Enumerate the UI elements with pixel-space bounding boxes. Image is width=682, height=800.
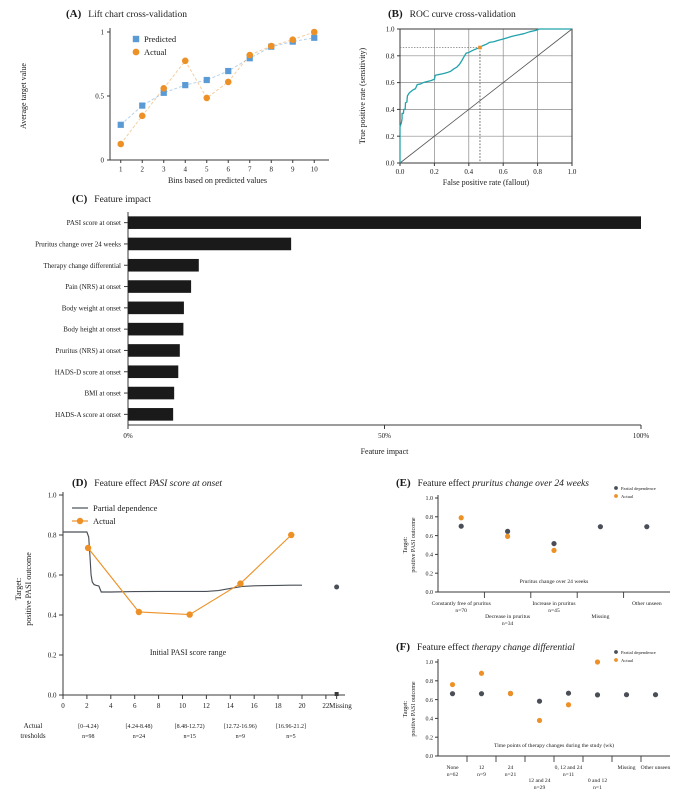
panel-b xyxy=(340,0,682,195)
panel-e-category-count: n=45 xyxy=(548,608,560,614)
panel-d-threshold-range: [16.96-21.2] xyxy=(275,724,306,730)
panel-e-legend-label: Partial dependence xyxy=(621,485,656,491)
panel-e-partial-dependence-marker xyxy=(598,524,603,529)
panel-e-y-axis-label-line2: positive PASI outcome xyxy=(411,517,417,573)
panel-e-y-tick-label: 1.0 xyxy=(425,496,433,503)
panel-b-y-tick-label: 0.0 xyxy=(385,159,395,168)
panel-c-bar xyxy=(128,323,183,336)
panel-c-category-label: Body weight at onset xyxy=(61,304,121,313)
panel-d-y-axis-label-line1: Target: xyxy=(14,577,23,601)
panel-d-y-axis-label-line2: positive PASI outcome xyxy=(24,552,33,626)
panel-c-bar xyxy=(128,387,174,400)
panel-e-category-count: n=70 xyxy=(455,608,467,614)
panel-d-actual-line xyxy=(88,535,291,615)
panel-a-legend-swatch-predicted xyxy=(133,36,139,42)
panel-d-x-tick-label: 2 xyxy=(85,702,89,710)
panel-a-y-tick-label: 0.5 xyxy=(95,92,104,101)
panel-a-y-tick-label: 0 xyxy=(100,156,104,165)
panel-c-x-axis-label: Feature impact xyxy=(360,447,409,456)
panel-d-threshold-range: [12.72-16.96) xyxy=(223,724,257,730)
panel-b-y-tick-label: 0.8 xyxy=(385,52,395,61)
panel-f-category-count: n=9 xyxy=(477,772,486,778)
panel-a-x-tick-label: 5 xyxy=(205,165,209,174)
panel-d-threshold-caption-line2: tresholds xyxy=(20,732,46,740)
panel-f-actual-marker xyxy=(537,718,542,723)
panel-f-partial-dependence-marker xyxy=(595,692,600,697)
panel-f-y-tick-label: 0.2 xyxy=(425,735,433,742)
panel-f-title-prefix: Feature effect xyxy=(417,643,472,653)
panel-f-y-axis-label-line2: positive PASI outcome xyxy=(411,681,417,737)
panel-e-legend-swatch xyxy=(614,494,618,498)
panel-f-y-tick-label: 0.6 xyxy=(425,697,433,704)
panel-f xyxy=(394,640,682,800)
panel-d-x-tick-label: 0 xyxy=(61,702,65,710)
panel-e-partial-dependence-marker xyxy=(644,524,649,529)
panel-f-y-tick-label: 0.4 xyxy=(425,716,433,723)
panel-a-actual-marker xyxy=(268,43,275,50)
panel-d-x-tick-label: 10 xyxy=(178,702,186,710)
panel-e-legend-label: Actual xyxy=(621,493,634,499)
panel-d-title xyxy=(94,479,222,489)
panel-e-actual-marker xyxy=(459,515,464,520)
panel-f-category-count: n=29 xyxy=(533,785,546,791)
panel-d-x-tick-label: 8 xyxy=(156,702,161,710)
panel-f-partial-dependence-marker xyxy=(450,691,455,696)
panel-a-x-tick-label: 1 xyxy=(119,165,123,174)
panel-f-category-label: 0, 12 and 24 xyxy=(554,765,583,771)
panel-b-x-tick-label: 0.2 xyxy=(430,168,439,176)
panel-a-x-tick-label: 10 xyxy=(310,165,318,174)
panel-f-actual-marker xyxy=(595,659,600,664)
panel-c-category-label: Pruritus change over 24 weeks xyxy=(35,240,121,249)
panel-f-x-axis-label: Time points of therapy changes during the study (wk) xyxy=(493,743,615,749)
panel-d-x-tick-label: 16 xyxy=(250,702,258,710)
panel-f-category-label: 12 xyxy=(478,765,485,771)
panel-e-legend-swatch xyxy=(614,486,618,490)
panel-d-title-prefix: Feature effect xyxy=(94,479,149,489)
panel-e-category-label: Decrease in pruritus xyxy=(485,614,531,620)
panel-b-y-tick-label: 0.6 xyxy=(385,79,395,88)
panel-c-title: Feature impact xyxy=(94,195,151,205)
panel-d-missing-partial-dependence-marker xyxy=(334,585,339,590)
panel-d-y-tick-label: 0.6 xyxy=(47,571,57,580)
panel-a xyxy=(0,0,340,195)
panel-d-x-tick-label: 12 xyxy=(202,702,210,710)
panel-a-x-tick-label: 4 xyxy=(183,165,187,174)
panel-f-tag: (F) xyxy=(396,641,411,653)
panel-f-legend-label: Actual xyxy=(621,657,634,663)
panel-d-actual-marker xyxy=(237,580,243,586)
panel-a-actual-marker xyxy=(117,141,124,148)
panel-e-y-tick-label: 0.6 xyxy=(425,533,433,540)
panel-f-partial-dependence-marker xyxy=(566,691,571,696)
panel-d-missing-axis-marker xyxy=(335,692,339,696)
panel-a-legend-label: Actual xyxy=(144,47,167,58)
panel-a-x-tick-label: 6 xyxy=(226,165,230,174)
panel-d-actual-marker xyxy=(186,611,192,617)
panel-f-legend-swatch xyxy=(614,658,618,662)
panel-b-y-tick-label: 0.4 xyxy=(385,106,395,114)
panel-a-actual-marker xyxy=(160,85,167,92)
panel-b-y-tick-label: 0.2 xyxy=(385,132,395,141)
panel-f-partial-dependence-marker xyxy=(479,691,484,696)
panel-d-threshold-caption-line1: Actual xyxy=(23,722,43,730)
panel-b-title: ROC curve cross-validation xyxy=(409,10,516,20)
panel-e-category-label: Constantly free of pruritus xyxy=(431,601,491,607)
panel-a-x-tick-label: 8 xyxy=(269,165,273,174)
panel-c-category-label: Pain (NRS) at onset xyxy=(65,283,121,292)
panel-f-category-label: 24 xyxy=(507,765,514,771)
panel-d-x-tick-label-missing: Missing xyxy=(329,702,352,710)
panel-a-predicted-marker xyxy=(204,77,210,83)
panel-c-category-label: HADS-A score at onset xyxy=(55,410,121,419)
panel-b-tag: (B) xyxy=(388,8,403,20)
panel-c-bar xyxy=(128,280,191,293)
panel-d-threshold-range: [4.24-8.48) xyxy=(125,724,153,730)
panel-d-y-tick-label: 0.4 xyxy=(47,611,57,620)
panel-d-y-tick-label: 1.0 xyxy=(47,491,57,500)
panel-d-x-tick-label: 4 xyxy=(109,702,113,710)
panel-a-x-axis-label: Bins based on predicted values xyxy=(167,176,268,185)
panel-d-tag: (D) xyxy=(72,477,88,489)
panel-e-partial-dependence-marker xyxy=(505,529,510,534)
panel-e-actual-marker xyxy=(551,548,556,553)
panel-a-actual-marker xyxy=(289,36,296,43)
panel-b-y-axis-label: True positive rate (sensitivity) xyxy=(358,47,367,145)
panel-f-category-label: 0 and 12 xyxy=(587,778,608,784)
panel-a-plot xyxy=(0,0,340,195)
panel-f-actual-marker xyxy=(479,671,484,676)
panel-a-tag: (A) xyxy=(66,8,82,20)
panel-f-plot xyxy=(394,640,682,800)
panel-b-plot xyxy=(340,0,682,195)
panel-c-plot xyxy=(0,190,682,475)
panel-f-category-count: n=1 xyxy=(593,785,602,791)
panel-a-legend-label: Predicted xyxy=(144,34,177,45)
panel-d-threshold-range: [0–4.24) xyxy=(78,724,99,730)
panel-c-bar xyxy=(128,408,173,421)
panel-e-y-tick-label: 0.2 xyxy=(425,571,433,578)
panel-e-actual-marker xyxy=(505,534,510,539)
panel-b-x-tick-label: 0.8 xyxy=(533,168,542,176)
panel-c xyxy=(0,190,682,475)
panel-b-y-tick-label: 1.0 xyxy=(385,25,395,34)
panel-d-title-italic: PASI score at onset xyxy=(148,479,223,489)
panel-a-actual-marker xyxy=(203,95,210,102)
panel-a-x-tick-label: 3 xyxy=(162,165,166,174)
panel-f-y-axis-label-line1: Target: xyxy=(403,700,409,718)
panel-e-y-tick-label: 0.0 xyxy=(425,590,433,597)
panel-b-x-tick-label: 0.0 xyxy=(395,168,405,176)
panel-e-y-tick-label: 0.8 xyxy=(425,515,433,521)
panel-a-predicted-marker xyxy=(182,82,188,88)
panel-f-category-label: Missing xyxy=(617,765,636,771)
panel-d-legend-label-actual: Actual xyxy=(93,516,116,526)
panel-f-category-count: n=11 xyxy=(562,772,575,778)
panel-c-bar xyxy=(128,238,291,251)
panel-e-y-tick-label: 0.4 xyxy=(425,552,433,559)
panel-d-actual-marker xyxy=(85,545,91,551)
panel-a-predicted-marker xyxy=(225,68,231,74)
panel-d-plot xyxy=(0,476,400,800)
panel-a-actual-marker xyxy=(182,58,189,65)
panel-d-x-tick-label: 6 xyxy=(132,702,137,710)
panel-c-x-tick-label: 0% xyxy=(123,432,133,440)
panel-b-x-tick-label: 0.6 xyxy=(498,168,508,176)
panel-f-category-label: 12 and 24 xyxy=(528,778,551,784)
panel-e-plot xyxy=(394,476,682,640)
panel-a-actual-marker xyxy=(311,29,318,36)
panel-a-actual-marker xyxy=(246,52,253,59)
panel-e-tag: (E) xyxy=(396,477,411,489)
panel-f-category-count: n=21 xyxy=(504,772,517,778)
panel-e xyxy=(394,476,682,640)
panel-d-x-tick-label: 20 xyxy=(298,702,306,710)
panel-e-title-italic: pruritus change over 24 weeks xyxy=(472,479,589,489)
panel-d-x-tick-label: 14 xyxy=(226,702,234,710)
panel-c-bar xyxy=(128,365,178,378)
panel-d-actual-marker xyxy=(136,609,142,615)
panel-a-title: Lift chart cross-validation xyxy=(88,10,187,20)
panel-d-y-tick-label: 0.8 xyxy=(47,531,57,540)
panel-a-actual-marker xyxy=(225,79,232,86)
panel-d-threshold-count: n=15 xyxy=(183,734,196,740)
panel-a-predicted-marker xyxy=(311,35,317,41)
panel-d-threshold-count: n=5 xyxy=(286,734,296,740)
panel-f-legend-label: Partial dependence xyxy=(621,649,656,655)
panel-e-x-axis-label: Pruritus change over 24 weeks xyxy=(519,579,589,585)
panel-a-x-tick-label: 2 xyxy=(140,165,144,174)
panel-e-partial-dependence-marker xyxy=(459,524,464,529)
panel-d-y-tick-label: 0.2 xyxy=(47,651,57,660)
panel-f-category-count: n=62 xyxy=(446,772,459,778)
panel-d-x-tick-label: 18 xyxy=(274,702,282,710)
panel-c-bar xyxy=(128,216,641,229)
panel-f-y-tick-label: 0.0 xyxy=(425,754,433,761)
panel-b-x-tick-label: 0.4 xyxy=(464,168,474,176)
panel-a-x-tick-label: 9 xyxy=(291,165,295,174)
panel-a-y-axis-label: Average target value xyxy=(19,63,28,129)
panel-a-predicted-marker xyxy=(139,103,145,109)
panel-d-x-axis-label: Initial PASI score range xyxy=(149,648,227,657)
panel-f-actual-marker xyxy=(566,702,571,707)
panel-c-category-label: Pruritus (NRS) at onset xyxy=(55,346,121,355)
panel-d-threshold-range: [8.48-12.72) xyxy=(174,724,205,730)
panel-c-category-label: Body height at onset xyxy=(63,325,121,334)
panel-c-category-label: PASI score at onset xyxy=(66,219,121,228)
panel-d-y-tick-label: 0.0 xyxy=(47,691,57,700)
panel-c-category-label: Therapy change differential xyxy=(43,261,121,270)
panel-d xyxy=(0,476,400,800)
panel-a-y-tick-label: 1 xyxy=(100,28,104,37)
panel-e-category-label: Increase in pruritus xyxy=(532,601,576,607)
panel-d-actual-marker xyxy=(288,532,294,538)
panel-c-tag: (C) xyxy=(72,193,88,205)
panel-f-category-label: Other unseen xyxy=(640,765,671,771)
panel-d-legend-label-partial-dependence: Partial dependence xyxy=(93,503,158,513)
panel-d-threshold-count: n=98 xyxy=(82,734,95,740)
panel-f-partial-dependence-marker xyxy=(653,692,658,697)
panel-f-legend-swatch xyxy=(614,650,618,654)
panel-d-x-tick-label: 22 xyxy=(322,702,330,710)
panel-c-x-tick-label: 50% xyxy=(378,432,391,440)
panel-f-category-label: None xyxy=(446,765,459,771)
panel-e-title xyxy=(418,479,589,489)
panel-b-chance-diagonal xyxy=(400,29,572,163)
panel-f-y-tick-label: 1.0 xyxy=(425,660,433,667)
panel-e-category-count: n=34 xyxy=(501,621,514,627)
panel-d-threshold-count: n=9 xyxy=(235,734,246,740)
panel-e-category-label: Missing xyxy=(591,614,610,620)
panel-f-actual-marker xyxy=(508,691,513,696)
panel-a-predicted-marker xyxy=(118,122,124,128)
panel-a-actual-marker xyxy=(139,113,146,120)
panel-e-title-prefix: Feature effect xyxy=(417,479,473,489)
panel-c-bar xyxy=(128,302,184,315)
panel-f-partial-dependence-marker xyxy=(624,692,629,697)
panel-c-category-label: HADS-D score at onset xyxy=(54,368,121,377)
panel-a-x-tick-label: 7 xyxy=(248,165,252,174)
panel-f-title-italic: therapy change differential xyxy=(471,643,575,653)
panel-b-operating-point-marker xyxy=(478,46,482,50)
panel-e-y-axis-label-line1: Target: xyxy=(403,536,409,554)
panel-c-category-label: BMI at onset xyxy=(84,389,121,398)
panel-f-title xyxy=(417,643,575,653)
panel-e-partial-dependence-marker xyxy=(551,541,556,546)
panel-a-legend-swatch-actual xyxy=(133,49,140,56)
panel-c-x-tick-label: 100% xyxy=(632,432,650,440)
panel-f-y-tick-label: 0.8 xyxy=(425,679,433,685)
panel-c-bar xyxy=(128,344,180,357)
panel-f-actual-marker xyxy=(450,682,455,687)
panel-b-x-tick-label: 1.0 xyxy=(567,168,577,176)
panel-e-category-label: Other unseen xyxy=(631,601,662,607)
panel-c-bar xyxy=(128,259,199,272)
panel-b-x-axis-label: False positive rate (fallout) xyxy=(442,178,530,187)
panel-d-threshold-count: n=24 xyxy=(132,734,146,740)
panel-f-partial-dependence-marker xyxy=(537,699,542,704)
panel-d-legend-swatch-actual xyxy=(77,518,83,524)
